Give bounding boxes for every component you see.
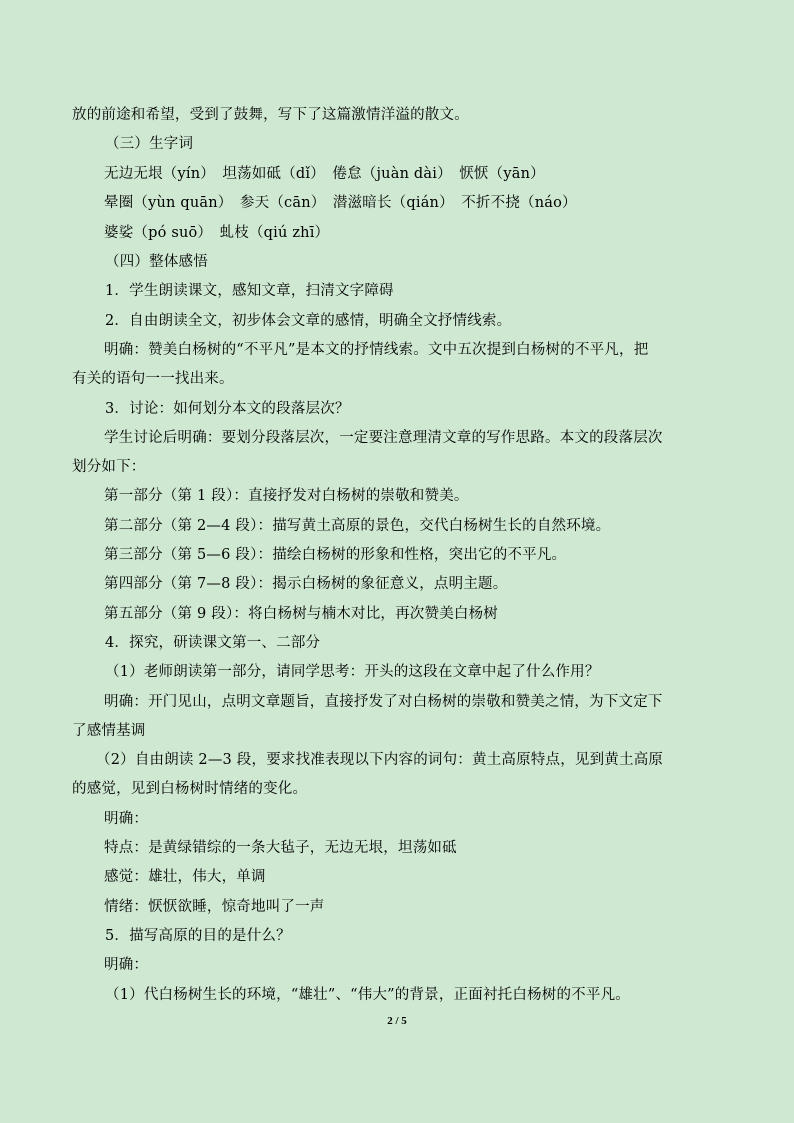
text-line: 的感觉，见到白杨树时情绪的变化。 <box>72 781 308 797</box>
text-line: 明确：赞美白杨树的“不平凡”是本文的抒情线索。文中五次提到白杨树的不平凡，把 <box>104 342 649 358</box>
text-line: 1．学生朗读课文，感知文章，扫清文字障碍 <box>105 283 394 299</box>
text-line: 第一部分（第 1 段）：直接抒发对白杨树的崇敬和赞美。 <box>104 488 469 504</box>
text-line: 第三部分（第 5—6 段）：描绘白杨树的形象和性格，突出它的不平凡。 <box>104 547 567 563</box>
text-line: （1）老师朗读第一部分，请同学思考：开头的这段在文章中起了什么作用？ <box>105 664 600 680</box>
text-line: 学生讨论后明确：要划分段落层次，一定要注意理清文章的写作思路。本文的段落层次 <box>104 430 663 446</box>
section-heading: （四）整体感悟 <box>105 254 208 270</box>
vocab-line: 晕圈（yùn quān） 参天（cān） 潜滋暗长（qián） 不折不挠（náo） <box>104 195 577 211</box>
text-line: 有关的语句一一找出来。 <box>72 371 234 387</box>
text-line: 3．讨论：如何划分本文的段落层次？ <box>105 401 350 417</box>
text-line: 明确： <box>104 811 149 827</box>
text-line: 明确：开门见山，点明文章题旨，直接抒发了对白杨树的崇敬和赞美之情，为下文定下 <box>104 694 663 710</box>
text-line: 感觉：雄壮，伟大，单调 <box>104 869 266 885</box>
text-line: 特点：是黄绿错综的一条大毡子，无边无垠，坦荡如砥 <box>104 840 457 856</box>
text-line: 情绪：恹恹欲睡，惊奇地叫了一声 <box>104 899 325 915</box>
text-line: （2）自由朗读 2—3 段，要求找准表现以下内容的词句：黄土高原特点，见到黄土高原 <box>96 752 664 768</box>
text-line: 明确： <box>104 957 149 973</box>
page-number: 2 / 5 <box>387 1015 407 1027</box>
text-line: 第四部分（第 7—8 段）：揭示白杨树的象征意义，点明主题。 <box>104 576 508 592</box>
text-line: 第五部分（第 9 段）：将白杨树与楠木对比，再次赞美白杨树 <box>104 606 498 622</box>
text-line: 4．探究，研读课文第一、二部分 <box>105 635 321 651</box>
section-heading: （三）生字词 <box>105 136 194 152</box>
text-line: 第二部分（第 2—4 段）：描写黄土高原的景色，交代白杨树生长的自然环境。 <box>104 518 611 534</box>
vocab-line: 无边无垠（yín） 坦荡如砥（dǐ） 倦怠（juàn dài） 恹恹（yān） <box>104 166 545 182</box>
text-line: 5．描写高原的目的是什么？ <box>105 928 291 944</box>
text-line: 了感情基调 <box>72 723 146 739</box>
text-line: （1）代白杨树生长的环境，“雄壮”、“伟大”的背景，正面衬托白杨树的不平凡。 <box>105 987 630 1003</box>
vocab-line: 婆娑（pó suō） 虬枝（qiú zhī） <box>104 225 330 241</box>
text-line: 放的前途和希望，受到了鼓舞，写下了这篇激情洋溢的散文。 <box>72 107 469 123</box>
text-line: 2．自由朗读全文，初步体会文章的感情，明确全文抒情线索。 <box>105 313 512 329</box>
text-line: 划分如下： <box>72 459 146 475</box>
